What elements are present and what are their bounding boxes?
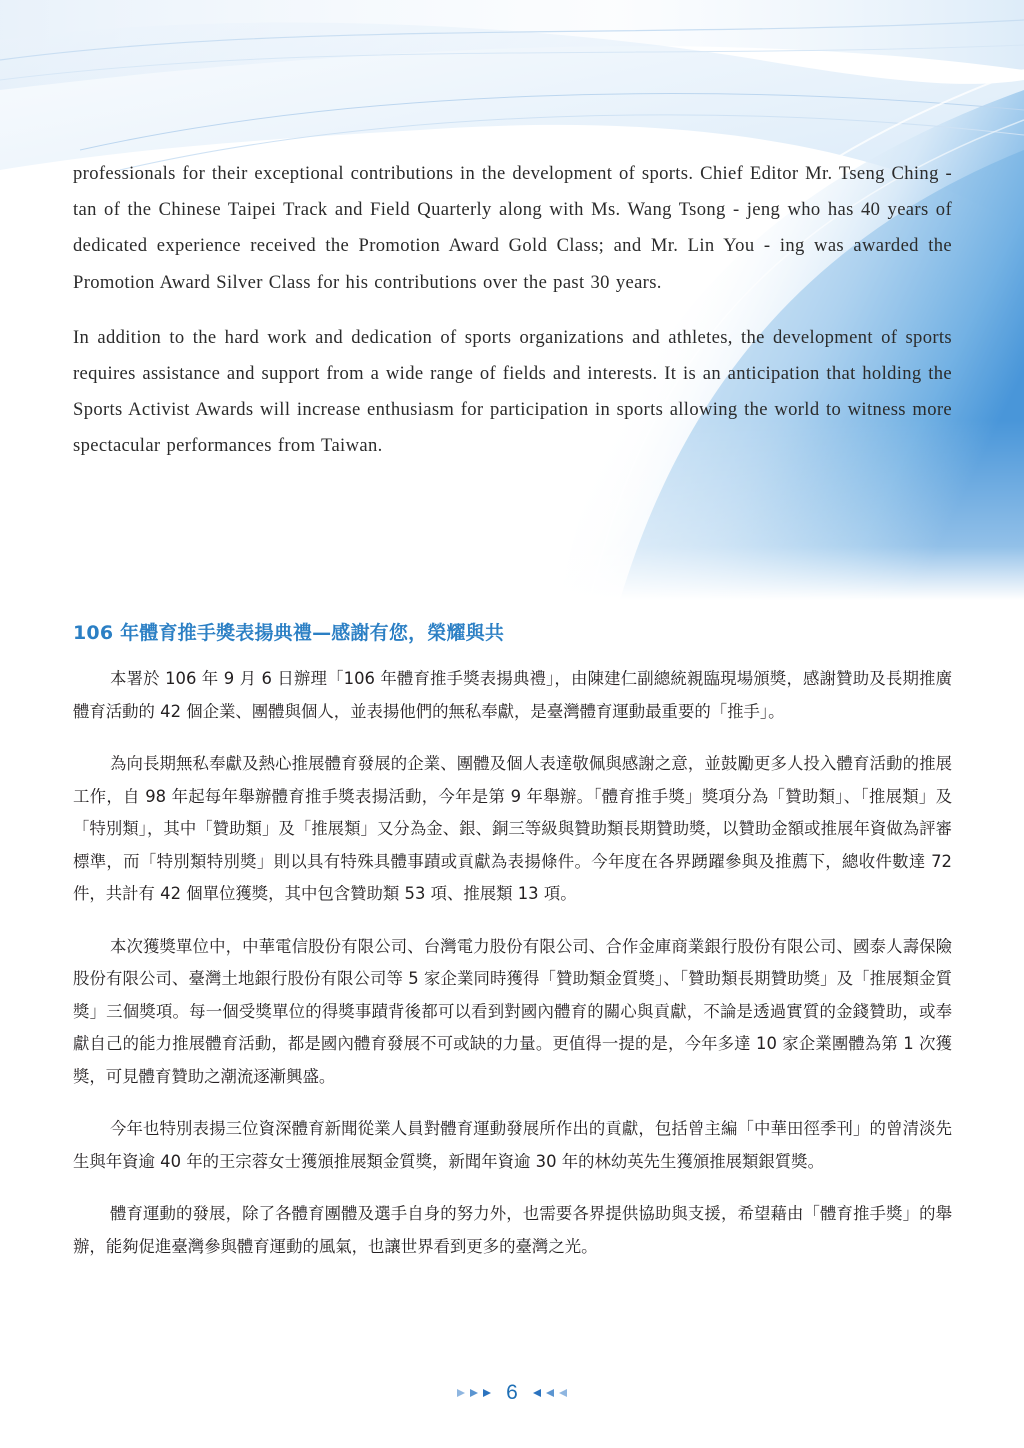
triangle-left-icon bbox=[532, 1388, 542, 1398]
english-paragraph-2: In addition to the hard work and dedication of sports organizations and athletes, the development of sports requires assistance and support from a wide range of fields and interests. It is an anticipation that holding the Sports Activist Awards will increase enthusiasm for participation in sports allowing the world to witness more spectacular performances from Taiwan. bbox=[73, 326, 952, 457]
chinese-paragraph-3: 本次獲獎單位中，中華電信股份有限公司、台灣電力股份有限公司、合作金庫商業銀行股份有限公司、國泰人壽保險股份有限公司、臺灣土地銀行股份有限公司等 5 家企業同時獲得「贊助類金質獎」、「贊助類長期贊助獎」及「推展類金質獎」三個獎項。每一個受獎單位的得獎事蹟背後都可以看到對國內體育的關心與貢獻，不論是透過實質的金錢贊助，或奉獻自己的能力推展體育活動，都是國內體育發展不可或缺的力量。更值得一提的是，今年多達 10 家企業團體為第 1 次獲獎，可見體育贊助之潮流逐漸興盛。 bbox=[73, 936, 952, 1086]
chinese-paragraph-4: 今年也特別表揚三位資深體育新聞從業人員對體育運動發展所作出的貢獻，包括曾主編「中華田徑季刊」的曾清淡先生與年資逾 40 年的王宗蓉女士獲頒推展類金質獎，新聞年資逾 30 年的林幼英先生獲頒推展類銀質獎。 bbox=[73, 1119, 952, 1171]
triangle-left-icon bbox=[558, 1388, 568, 1398]
page-footer bbox=[0, 1378, 1024, 1408]
triangle-right-icon bbox=[482, 1388, 492, 1398]
triangle-right-icon bbox=[456, 1388, 466, 1398]
page-number: 6 bbox=[506, 1381, 518, 1404]
chinese-paragraph-1: 本署於 106 年 9 月 6 日辦理「106 年體育推手獎表揚典禮」，由陳建仁副總統親臨現場頒獎，感謝贊助及長期推廣體育活動的 42 個企業、團體與個人，並表揚他們的無私奉獻，是臺灣體育運動最重要的「推手」。 bbox=[73, 669, 952, 721]
left-arrows bbox=[456, 1388, 492, 1398]
english-text-block bbox=[73, 156, 952, 465]
right-arrows bbox=[532, 1388, 568, 1398]
chinese-paragraph-2: 為向長期無私奉獻及熱心推展體育發展的企業、團體及個人表達敬佩與感謝之意，並鼓勵更多人投入體育活動的推展工作，自 98 年起每年舉辦體育推手獎表揚活動，今年是第 9 年舉辦。「體育推手獎」獎項分為「贊助類」、「推展類」及「特別類」，其中「贊助類」及「推展類」又分為金、銀、銅三等級與贊助類長期贊助獎，以贊助金額或推展年資做為評審標準，而「特別類特別獎」則以具有特殊具體事蹟或貢獻為表揚條件。今年度在各界踴躍參與及推薦下，總收件數達 72 件，共計有 42 個單位獲獎，其中包含贊助類 53 項、推展類 13 項。 bbox=[73, 754, 952, 903]
section-heading: 106 年體育推手獎表揚典禮—感謝有您，榮耀與共 bbox=[73, 622, 505, 644]
chinese-paragraph-5: 體育運動的發展，除了各體育團體及選手自身的努力外，也需要各界提供協助與支援，希望藉由「體育推手獎」的舉辦，能夠促進臺灣參與體育運動的風氣，也讓世界看到更多的臺灣之光。 bbox=[73, 1204, 952, 1256]
chinese-text-block bbox=[73, 663, 952, 1263]
triangle-left-icon bbox=[545, 1388, 555, 1398]
english-paragraph-1: professionals for their exceptional contributions in the development of sports. Chief Editor Mr. Tseng Ching - tan of the Chinese Taipei Track and Field Quarterly along with Ms. Wang Tsong - jeng who has 40 years of dedicated experience received the Promotion Award Gold Class; and Mr. Lin You - ing was awarded the Promotion Award Silver Class for his contributions over the past 30 years. bbox=[73, 163, 952, 293]
triangle-right-icon bbox=[469, 1388, 479, 1398]
